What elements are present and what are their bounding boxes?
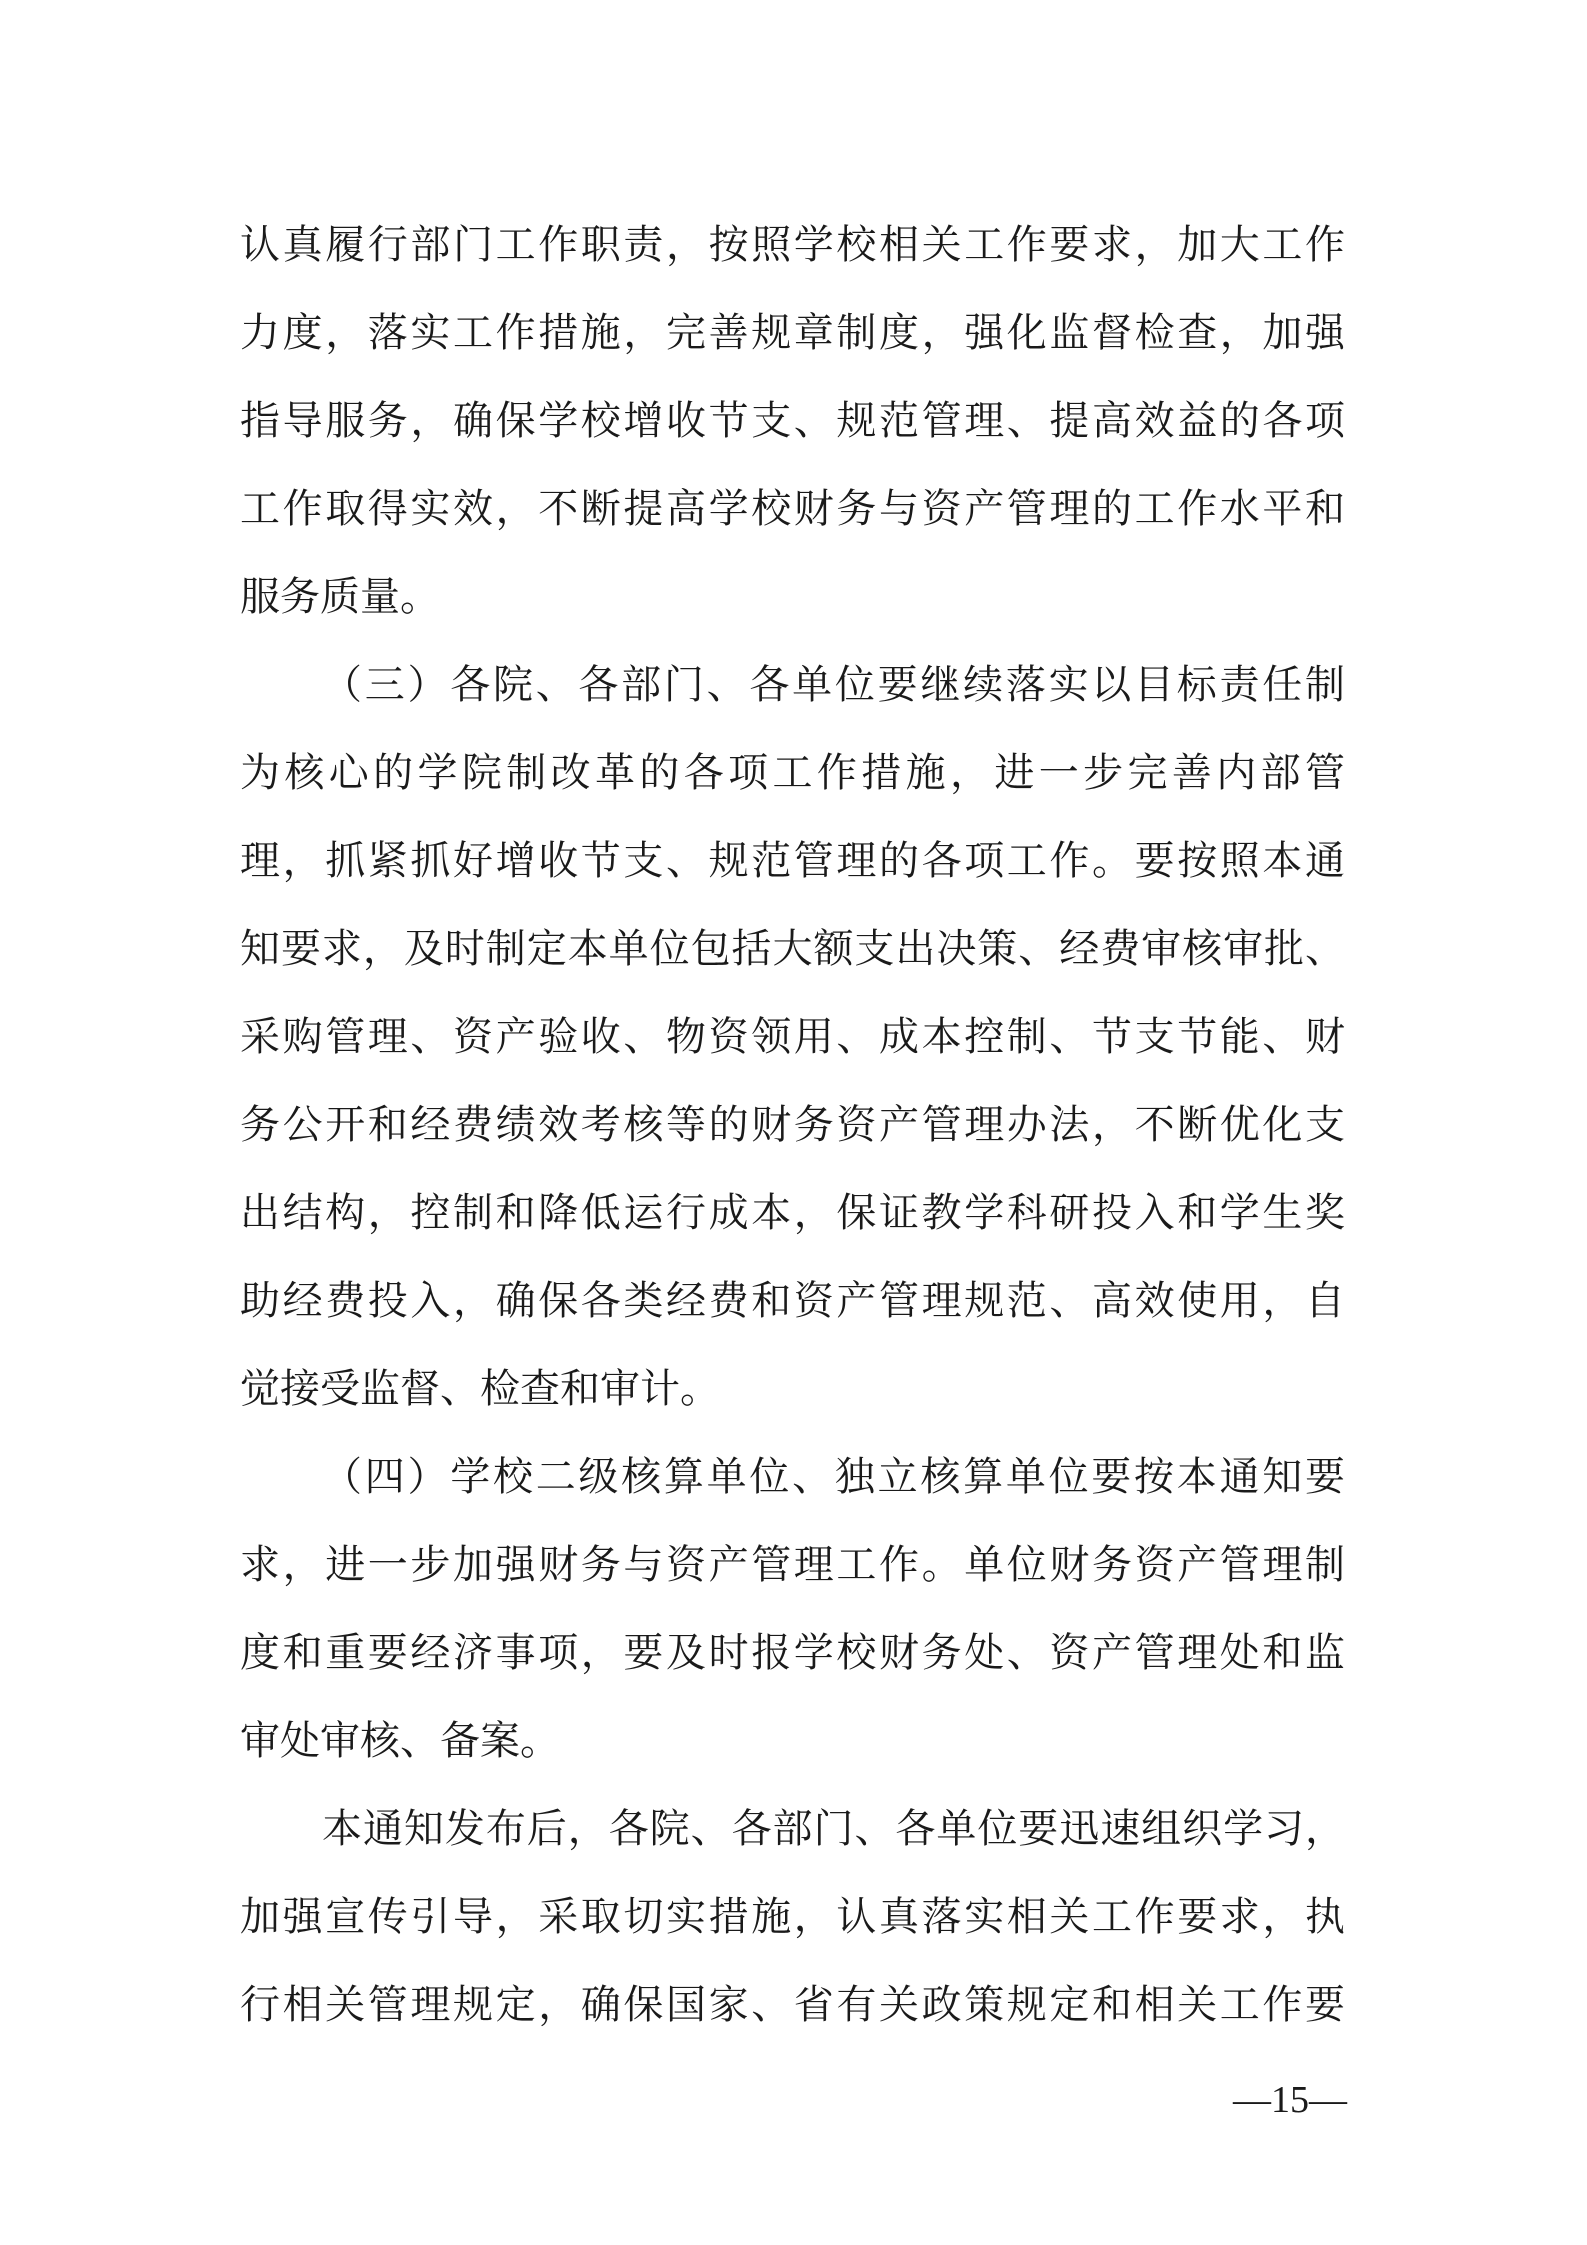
text-line: 行相关管理规定，确保国家、省有关政策规定和相关工作要 xyxy=(240,1982,1345,2028)
paragraph-start-line: （四）学校二级核算单位、独立核算单位要按本通知要 xyxy=(322,1454,1345,1500)
text-line: 采购管理、资产验收、物资领用、成本控制、节支节能、财 xyxy=(240,1014,1345,1060)
text-line: 审处审核、备案。 xyxy=(240,1718,560,1764)
text-line: 为核心的学院制改革的各项工作措施，进一步完善内部管 xyxy=(240,750,1345,796)
text-line: 服务质量。 xyxy=(240,574,440,620)
text-line: 度和重要经济事项，要及时报学校财务处、资产管理处和监 xyxy=(240,1630,1345,1676)
text-line: 认真履行部门工作职责，按照学校相关工作要求，加大工作 xyxy=(240,222,1345,268)
text-line: 务公开和经费绩效考核等的财务资产管理办法，不断优化支 xyxy=(240,1102,1345,1148)
paragraph-start-line: （三）各院、各部门、各单位要继续落实以目标责任制 xyxy=(322,662,1345,708)
text-line: 觉接受监督、检查和审计。 xyxy=(240,1366,720,1412)
text-line: 力度，落实工作措施，完善规章制度，强化监督检查，加强 xyxy=(240,310,1345,356)
text-line: 求，进一步加强财务与资产管理工作。单位财务资产管理制 xyxy=(240,1542,1345,1588)
page-number: —15— xyxy=(1233,2079,1347,2121)
text-line: 知要求，及时制定本单位包括大额支出决策、经费审核审批、 xyxy=(240,926,1345,972)
text-line: 加强宣传引导，采取切实措施，认真落实相关工作要求，执 xyxy=(240,1894,1345,1940)
text-line: 指导服务，确保学校增收节支、规范管理、提高效益的各项 xyxy=(240,398,1345,444)
paragraph-start-line: 本通知发布后，各院、各部门、各单位要迅速组织学习， xyxy=(322,1806,1345,1852)
text-line: 工作取得实效，不断提高学校财务与资产管理的工作水平和 xyxy=(240,486,1345,532)
text-line: 理，抓紧抓好增收节支、规范管理的各项工作。要按照本通 xyxy=(240,838,1345,884)
text-line: 出结构，控制和降低运行成本，保证教学科研投入和学生奖 xyxy=(240,1190,1345,1236)
text-line: 助经费投入，确保各类经费和资产管理规范、高效使用，自 xyxy=(240,1278,1345,1324)
